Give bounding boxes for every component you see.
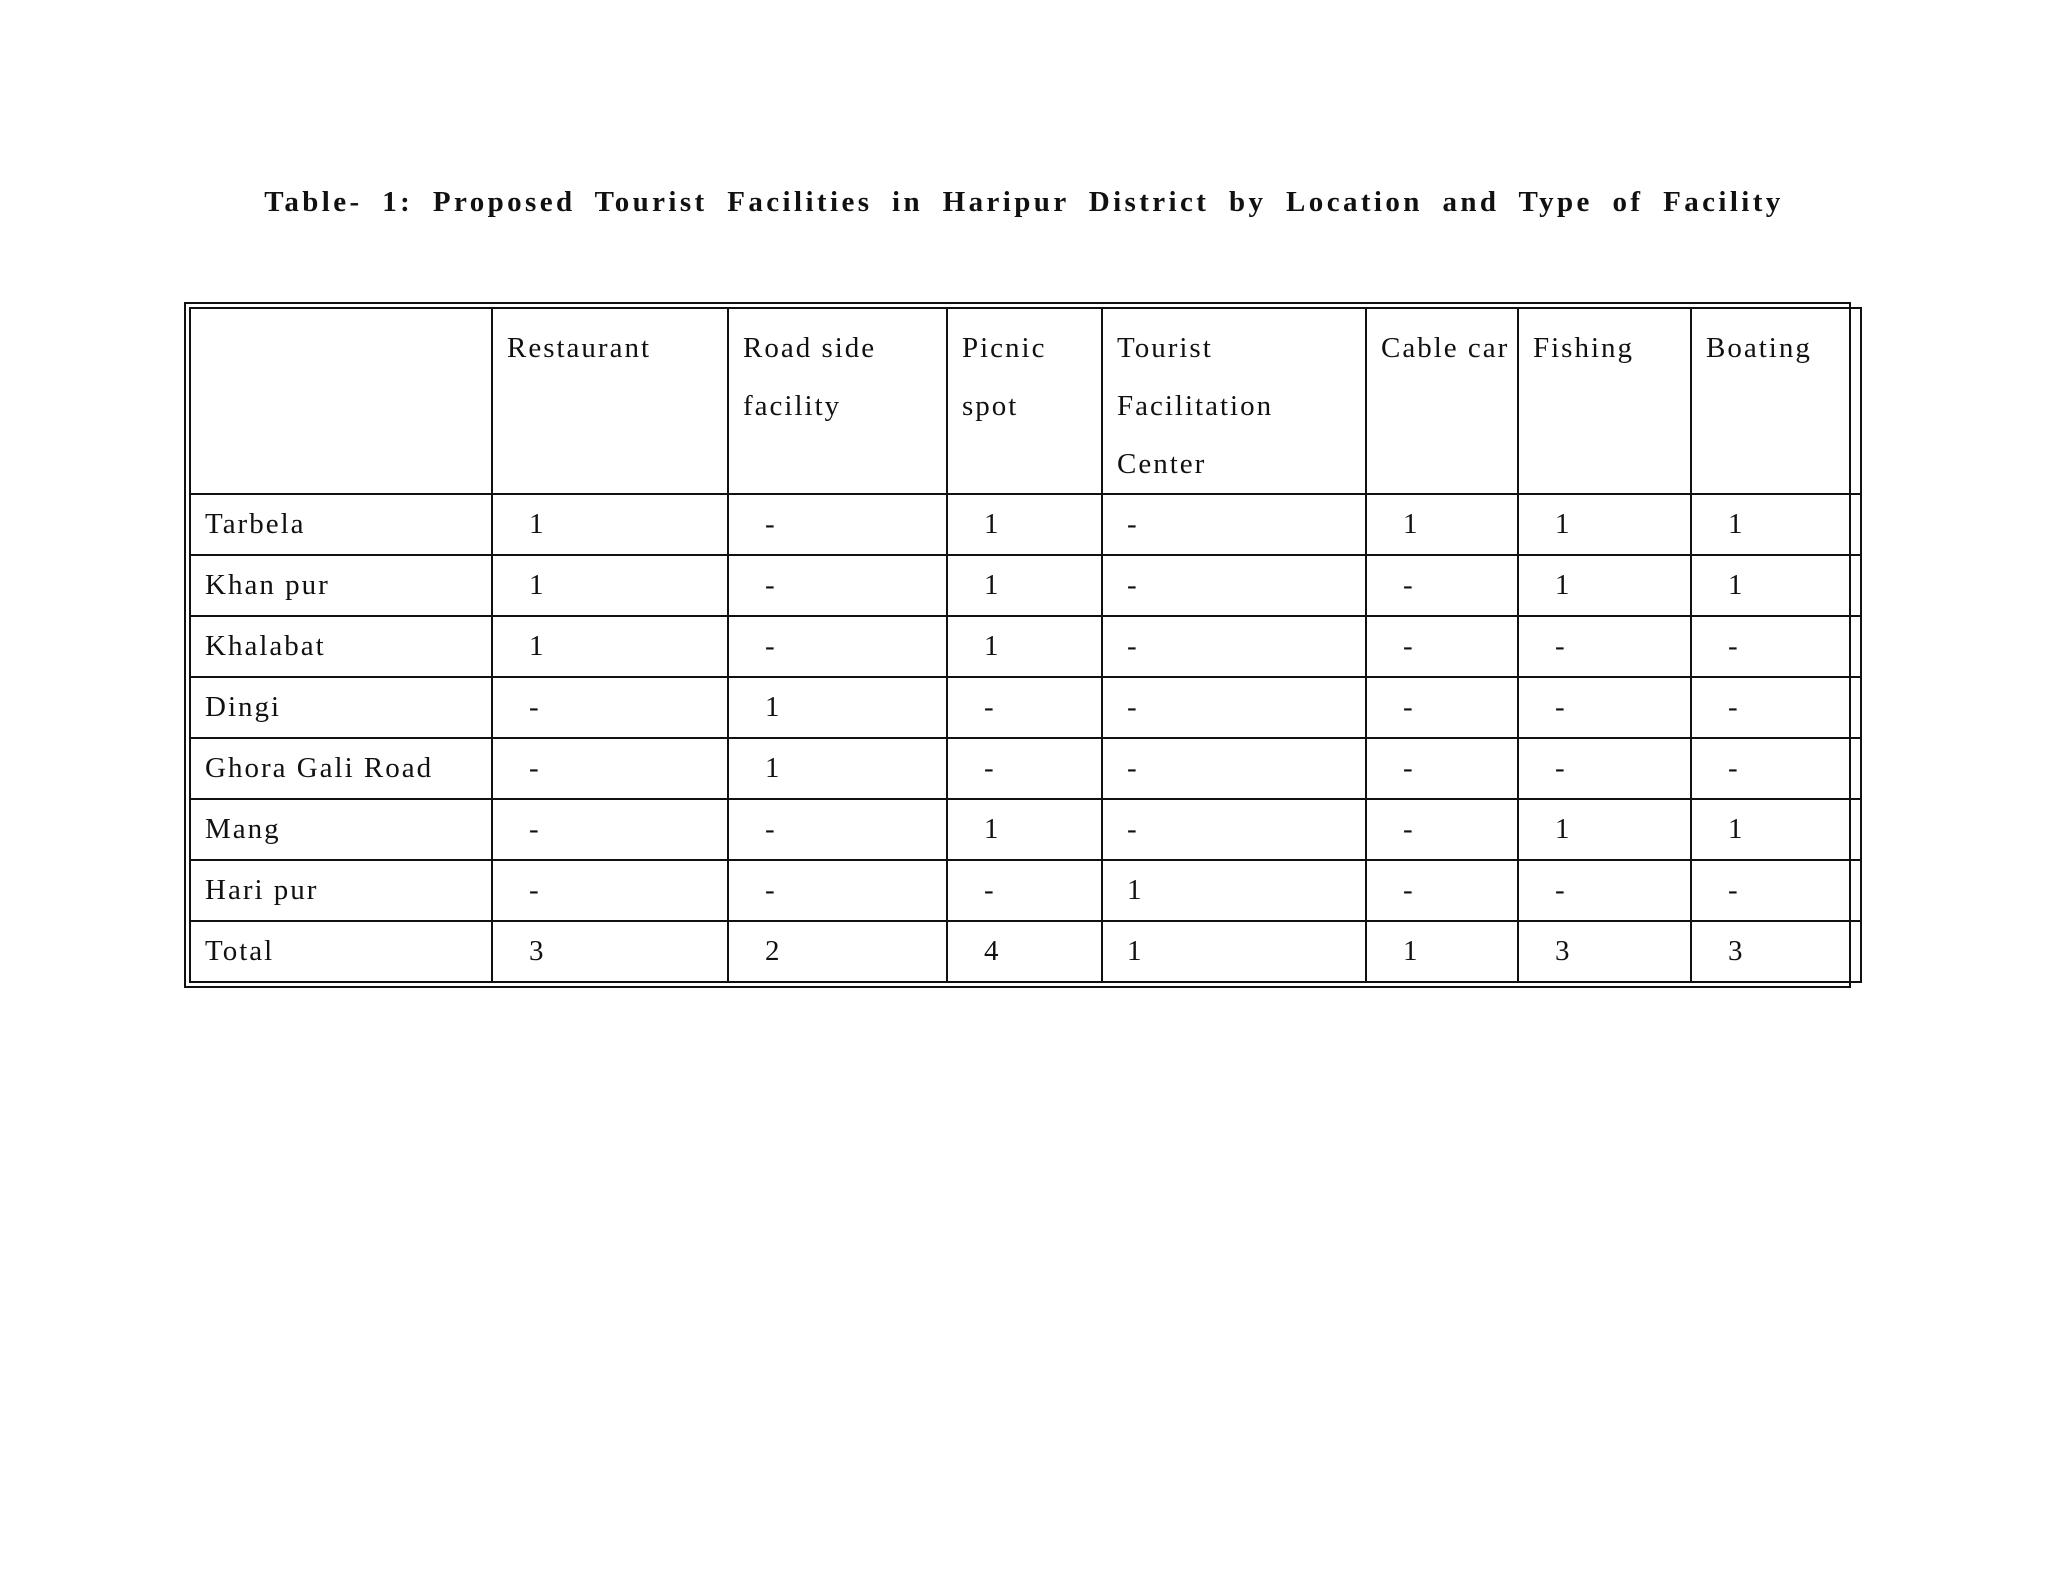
row-label: Hari pur: [190, 860, 492, 921]
table-cell: -: [492, 860, 728, 921]
table-cell: 1: [1691, 555, 1861, 616]
table-cell: -: [947, 677, 1102, 738]
facilities-table-frame: [184, 302, 1851, 988]
table-cell: -: [728, 494, 947, 555]
table-cell: -: [1366, 738, 1518, 799]
table-cell: 1: [728, 677, 947, 738]
table-cell: 1: [1102, 860, 1366, 921]
table-cell: -: [1691, 616, 1861, 677]
table-cell: -: [1691, 677, 1861, 738]
facilities-table: [189, 307, 1862, 983]
table-cell: 1: [947, 799, 1102, 860]
table-cell: -: [1102, 677, 1366, 738]
table-cell: -: [1518, 677, 1691, 738]
table-cell: -: [1366, 616, 1518, 677]
column-header: Restaurant: [492, 308, 728, 494]
column-header: Road side facility: [728, 308, 947, 494]
table-cell: -: [1102, 799, 1366, 860]
table-row: [190, 738, 1861, 799]
table-cell: -: [947, 860, 1102, 921]
row-label: Mang: [190, 799, 492, 860]
table-row: [190, 799, 1861, 860]
table-cell: 3: [1691, 921, 1861, 982]
table-row: [190, 677, 1861, 738]
table-cell: 1: [1366, 921, 1518, 982]
table-cell: 1: [1518, 494, 1691, 555]
table-cell: -: [1518, 616, 1691, 677]
row-label: Tarbela: [190, 494, 492, 555]
row-label: Khan pur: [190, 555, 492, 616]
table-cell: -: [728, 860, 947, 921]
column-header: Tourist Facilitation Center: [1102, 308, 1366, 494]
total-row: [190, 921, 1861, 982]
table-cell: 1: [1518, 799, 1691, 860]
table-row: [190, 555, 1861, 616]
table-cell: -: [728, 555, 947, 616]
table-cell: -: [1102, 616, 1366, 677]
table-cell: -: [492, 799, 728, 860]
table-cell: -: [728, 799, 947, 860]
table-cell: 1: [1691, 494, 1861, 555]
table-cell: -: [492, 738, 728, 799]
table-cell: -: [492, 677, 728, 738]
table-cell: 1: [492, 494, 728, 555]
table-cell: 2: [728, 921, 947, 982]
table-cell: -: [1366, 555, 1518, 616]
table-cell: 1: [1691, 799, 1861, 860]
row-label: Dingi: [190, 677, 492, 738]
table-cell: -: [728, 616, 947, 677]
corner-cell: [190, 308, 492, 494]
table-cell: -: [1366, 677, 1518, 738]
table-cell: 1: [1518, 555, 1691, 616]
table-cell: 4: [947, 921, 1102, 982]
column-header: Cable car: [1366, 308, 1518, 494]
table-cell: -: [1691, 860, 1861, 921]
table-row: [190, 494, 1861, 555]
table-cell: 1: [728, 738, 947, 799]
table-cell: 3: [492, 921, 728, 982]
table-cell: -: [1691, 738, 1861, 799]
table-cell: -: [1366, 860, 1518, 921]
column-header: Picnic spot: [947, 308, 1102, 494]
table-cell: 1: [492, 616, 728, 677]
table-cell: 1: [947, 616, 1102, 677]
row-label: Ghora Gali Road: [190, 738, 492, 799]
table-cell: 1: [1102, 921, 1366, 982]
table-cell: -: [947, 738, 1102, 799]
header-row: [190, 308, 1861, 494]
row-label: Total: [190, 921, 492, 982]
table-cell: -: [1102, 494, 1366, 555]
table-cell: 1: [947, 555, 1102, 616]
table-cell: 1: [947, 494, 1102, 555]
table-cell: -: [1102, 738, 1366, 799]
column-header: Fishing: [1518, 308, 1691, 494]
table-cell: -: [1518, 738, 1691, 799]
table-row: [190, 616, 1861, 677]
table-row: [190, 860, 1861, 921]
table-cell: 3: [1518, 921, 1691, 982]
column-header: Boating: [1691, 308, 1861, 494]
page-title: Table- 1: Proposed Tourist Facilities in Haripur District by Location and Type of Facility: [264, 186, 1784, 218]
table-cell: -: [1518, 860, 1691, 921]
table-cell: -: [1366, 799, 1518, 860]
table-cell: 1: [1366, 494, 1518, 555]
table-cell: -: [1102, 555, 1366, 616]
row-label: Khalabat: [190, 616, 492, 677]
table-cell: 1: [492, 555, 728, 616]
